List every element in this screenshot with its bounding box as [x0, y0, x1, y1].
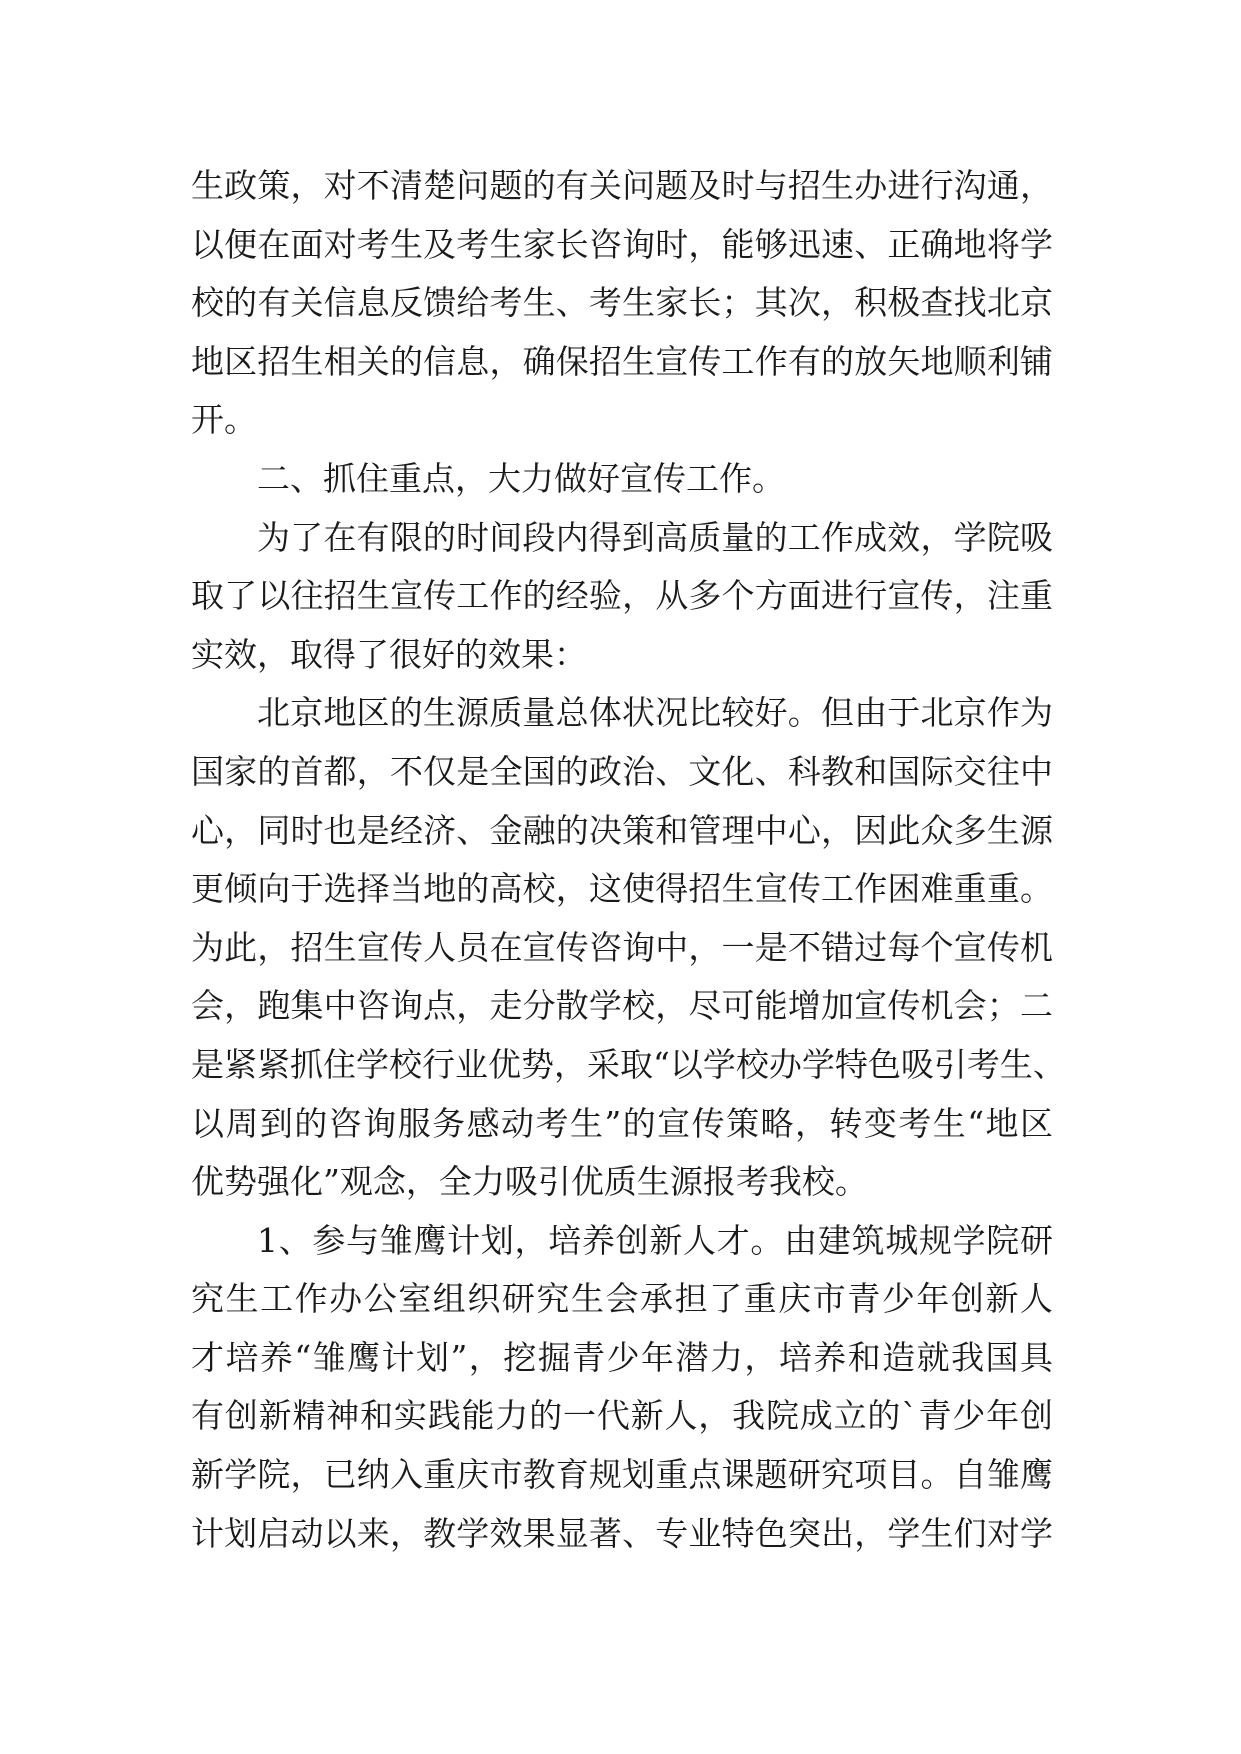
- document-body: [191, 157, 1066, 1563]
- text-line: 以便在面对考生及考生家长咨询时，能够迅速、正确地将学: [191, 224, 1053, 264]
- text-line: 1、参与雏鹰计划，培养创新人才。由建筑城规学院研: [257, 1220, 1053, 1260]
- text-line: 优势强化”观念，全力吸引优质生源报考我校。: [191, 1162, 868, 1202]
- text-line: 有创新精神和实践能力的一代新人，我院成立的`青少年创: [191, 1396, 1053, 1436]
- text-line: 实效，取得了很好的效果：: [191, 634, 587, 674]
- text-line: 生政策，对不清楚问题的有关问题及时与招生办进行沟通，: [191, 166, 1053, 205]
- text-line: 开。: [191, 400, 257, 440]
- text-line: 以周到的咨询服务感动考生”的宣传策略，转变考生“地区: [191, 1103, 1053, 1143]
- text-line: 更倾向于选择当地的高校，这使得招生宣传工作困难重重。: [191, 869, 1053, 909]
- text-line: 地区招生相关的信息，确保招生宣传工作有的放矢地顺利铺: [191, 341, 1053, 381]
- text-line: 国家的首都，不仅是全国的政治、文化、科教和国际交往中: [191, 751, 1053, 791]
- text-line: 才培养“雏鹰计划”，挖掘青少年潜力，培养和造就我国具: [191, 1337, 1053, 1377]
- text-line: 计划启动以来，教学效果显著、专业特色突出，学生们对学: [191, 1513, 1053, 1553]
- text-line: 会，跑集中咨询点，走分散学校，尽可能增加宣传机会；二: [191, 986, 1053, 1026]
- text-line: 取了以往招生宣传工作的经验，从多个方面进行宣传，注重: [191, 576, 1053, 616]
- text-line: 北京地区的生源质量总体状况比较好。但由于北京作为: [257, 693, 1053, 733]
- text-line: 是紧紧抓住学校行业优势，采取“以学校办学特色吸引考生、: [191, 1044, 1066, 1084]
- text-line: 心，同时也是经济、金融的决策和管理中心，因此众多生源: [191, 810, 1053, 850]
- text-line: 校的有关信息反馈给考生、考生家长；其次，积极查找北京: [191, 283, 1053, 323]
- text-line: 新学院，已纳入重庆市教育规划重点课题研究项目。自雏鹰: [191, 1455, 1053, 1495]
- text-line: 为此，招生宣传人员在宣传咨询中，一是不错过每个宣传机: [191, 927, 1053, 967]
- section-heading: 二、抓住重点，大力做好宣传工作。: [257, 458, 785, 498]
- text-line: 为了在有限的时间段内得到高质量的工作成效，学院吸: [257, 517, 1053, 557]
- text-line: 究生工作办公室组织研究生会承担了重庆市青少年创新人: [191, 1279, 1053, 1319]
